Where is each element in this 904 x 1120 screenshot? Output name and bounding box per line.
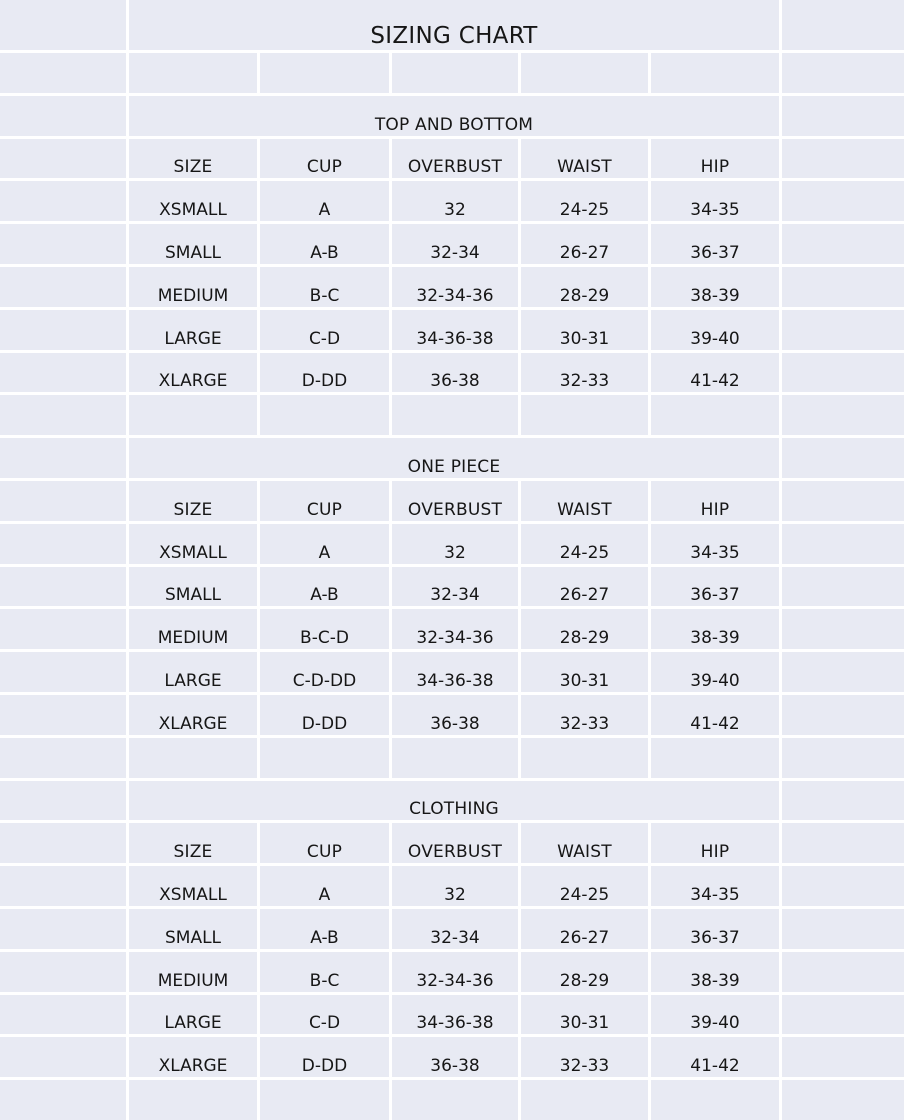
value-cell: A [260, 181, 389, 221]
value-cell: D-DD [260, 695, 389, 735]
spacer-cell [0, 0, 126, 50]
spacer-cell [782, 0, 904, 50]
spacer-cell [0, 310, 126, 350]
value-cell: D-DD [260, 353, 389, 393]
value-cell: 32 [392, 524, 518, 564]
spacer-cell [782, 53, 904, 93]
spacer-cell [782, 438, 904, 478]
spacer-cell [0, 353, 126, 393]
spacer-cell [782, 181, 904, 221]
spacer-cell [129, 395, 257, 435]
value-cell: 26-27 [521, 224, 648, 264]
size-label-cell: SMALL [129, 909, 257, 949]
value-cell: 28-29 [521, 609, 648, 649]
value-cell: 32 [392, 181, 518, 221]
value-cell: 39-40 [651, 995, 779, 1035]
spacer-cell [0, 96, 126, 136]
value-cell: 34-36-38 [392, 310, 518, 350]
spacer-cell [0, 139, 126, 179]
value-cell: 41-42 [651, 1037, 779, 1077]
value-cell: 36-38 [392, 1037, 518, 1077]
spacer-cell [392, 738, 518, 778]
spacer-cell [782, 139, 904, 179]
spacer-cell [782, 695, 904, 735]
size-label-cell: SMALL [129, 567, 257, 607]
value-cell: 32-34-36 [392, 609, 518, 649]
size-label-cell: MEDIUM [129, 952, 257, 992]
value-cell: 38-39 [651, 609, 779, 649]
value-cell: 30-31 [521, 310, 648, 350]
spacer-cell [521, 53, 648, 93]
spacer-cell [782, 609, 904, 649]
spacer-cell [0, 781, 126, 821]
spacer-cell [782, 481, 904, 521]
spacer-cell [129, 53, 257, 93]
column-header-overbust: OVERBUST [392, 481, 518, 521]
value-cell: 38-39 [651, 952, 779, 992]
spacer-cell [782, 96, 904, 136]
spacer-cell [260, 738, 389, 778]
value-cell: A [260, 866, 389, 906]
spacer-cell [392, 395, 518, 435]
spacer-cell [782, 995, 904, 1035]
spacer-cell [782, 781, 904, 821]
spacer-cell [0, 952, 126, 992]
spacer-cell [0, 823, 126, 863]
spacer-cell [129, 738, 257, 778]
value-cell: 32-34 [392, 224, 518, 264]
spacer-cell [0, 567, 126, 607]
value-cell: 24-25 [521, 866, 648, 906]
spacer-cell [651, 53, 779, 93]
spacer-cell [651, 1080, 779, 1120]
value-cell: 24-25 [521, 181, 648, 221]
value-cell: 36-37 [651, 224, 779, 264]
column-header-overbust: OVERBUST [392, 139, 518, 179]
value-cell: B-C [260, 267, 389, 307]
column-header-overbust: OVERBUST [392, 823, 518, 863]
value-cell: D-DD [260, 1037, 389, 1077]
section-title: ONE PIECE [129, 438, 779, 478]
size-label-cell: XSMALL [129, 524, 257, 564]
spacer-cell [782, 952, 904, 992]
spacer-cell [260, 53, 389, 93]
spacer-cell [521, 1080, 648, 1120]
spacer-cell [0, 866, 126, 906]
value-cell: 38-39 [651, 267, 779, 307]
column-header-hip: HIP [651, 139, 779, 179]
size-label-cell: XLARGE [129, 353, 257, 393]
size-label-cell: LARGE [129, 652, 257, 692]
value-cell: 32-33 [521, 1037, 648, 1077]
spacer-cell [782, 909, 904, 949]
spacer-cell [0, 524, 126, 564]
section-title: CLOTHING [129, 781, 779, 821]
size-label-cell: XLARGE [129, 1037, 257, 1077]
spacer-cell [0, 224, 126, 264]
value-cell: 32-34 [392, 909, 518, 949]
value-cell: 28-29 [521, 952, 648, 992]
value-cell: 30-31 [521, 995, 648, 1035]
spacer-cell [782, 823, 904, 863]
value-cell: A-B [260, 567, 389, 607]
value-cell: 32-34-36 [392, 267, 518, 307]
spacer-cell [0, 267, 126, 307]
value-cell: 34-35 [651, 181, 779, 221]
value-cell: 28-29 [521, 267, 648, 307]
value-cell: 24-25 [521, 524, 648, 564]
value-cell: 26-27 [521, 909, 648, 949]
value-cell: C-D [260, 310, 389, 350]
value-cell: 32-33 [521, 695, 648, 735]
spacer-cell [782, 652, 904, 692]
spacer-cell [521, 395, 648, 435]
spacer-cell [782, 310, 904, 350]
value-cell: 36-37 [651, 567, 779, 607]
spacer-cell [782, 353, 904, 393]
spacer-cell [392, 1080, 518, 1120]
value-cell: A-B [260, 909, 389, 949]
value-cell: 34-36-38 [392, 995, 518, 1035]
column-header-waist: WAIST [521, 823, 648, 863]
column-header-hip: HIP [651, 481, 779, 521]
value-cell: 41-42 [651, 695, 779, 735]
section-title: TOP AND BOTTOM [129, 96, 779, 136]
size-label-cell: SMALL [129, 224, 257, 264]
column-header-cup: CUP [260, 823, 389, 863]
column-header-hip: HIP [651, 823, 779, 863]
spacer-cell [0, 909, 126, 949]
spacer-cell [260, 395, 389, 435]
spacer-cell [651, 738, 779, 778]
spacer-cell [0, 53, 126, 93]
spacer-cell [0, 438, 126, 478]
spacer-cell [0, 738, 126, 778]
size-label-cell: LARGE [129, 995, 257, 1035]
spacer-cell [0, 995, 126, 1035]
spacer-cell [782, 224, 904, 264]
value-cell: 36-38 [392, 353, 518, 393]
value-cell: 32-34-36 [392, 952, 518, 992]
value-cell: 34-35 [651, 524, 779, 564]
value-cell: B-C-D [260, 609, 389, 649]
spacer-cell [782, 524, 904, 564]
spacer-cell [782, 738, 904, 778]
spacer-cell [0, 695, 126, 735]
size-label-cell: XSMALL [129, 866, 257, 906]
spacer-cell [129, 1080, 257, 1120]
value-cell: 26-27 [521, 567, 648, 607]
column-header-size: SIZE [129, 823, 257, 863]
spacer-cell [0, 181, 126, 221]
spacer-cell [651, 395, 779, 435]
spacer-cell [0, 609, 126, 649]
spacer-cell [782, 866, 904, 906]
column-header-size: SIZE [129, 481, 257, 521]
column-header-waist: WAIST [521, 139, 648, 179]
spacer-cell [0, 652, 126, 692]
value-cell: 36-38 [392, 695, 518, 735]
spacer-cell [782, 267, 904, 307]
value-cell: 36-37 [651, 909, 779, 949]
value-cell: C-D [260, 995, 389, 1035]
spacer-cell [0, 481, 126, 521]
column-header-size: SIZE [129, 139, 257, 179]
value-cell: 30-31 [521, 652, 648, 692]
column-header-cup: CUP [260, 481, 389, 521]
spacer-cell [0, 1080, 126, 1120]
value-cell: 32 [392, 866, 518, 906]
value-cell: 34-36-38 [392, 652, 518, 692]
size-label-cell: XLARGE [129, 695, 257, 735]
value-cell: A-B [260, 224, 389, 264]
size-label-cell: XSMALL [129, 181, 257, 221]
value-cell: C-D-DD [260, 652, 389, 692]
value-cell: 32-34 [392, 567, 518, 607]
page-title: SIZING CHART [129, 0, 779, 50]
size-label-cell: MEDIUM [129, 267, 257, 307]
spacer-cell [392, 53, 518, 93]
spacer-cell [0, 395, 126, 435]
value-cell: 39-40 [651, 652, 779, 692]
value-cell: 34-35 [651, 866, 779, 906]
value-cell: 39-40 [651, 310, 779, 350]
size-label-cell: LARGE [129, 310, 257, 350]
spacer-cell [260, 1080, 389, 1120]
spacer-cell [521, 738, 648, 778]
spacer-cell [0, 1037, 126, 1077]
value-cell: A [260, 524, 389, 564]
value-cell: 41-42 [651, 353, 779, 393]
column-header-cup: CUP [260, 139, 389, 179]
spacer-cell [782, 1037, 904, 1077]
spacer-cell [782, 1080, 904, 1120]
value-cell: B-C [260, 952, 389, 992]
spacer-cell [782, 395, 904, 435]
value-cell: 32-33 [521, 353, 648, 393]
column-header-waist: WAIST [521, 481, 648, 521]
spacer-cell [782, 567, 904, 607]
size-label-cell: MEDIUM [129, 609, 257, 649]
